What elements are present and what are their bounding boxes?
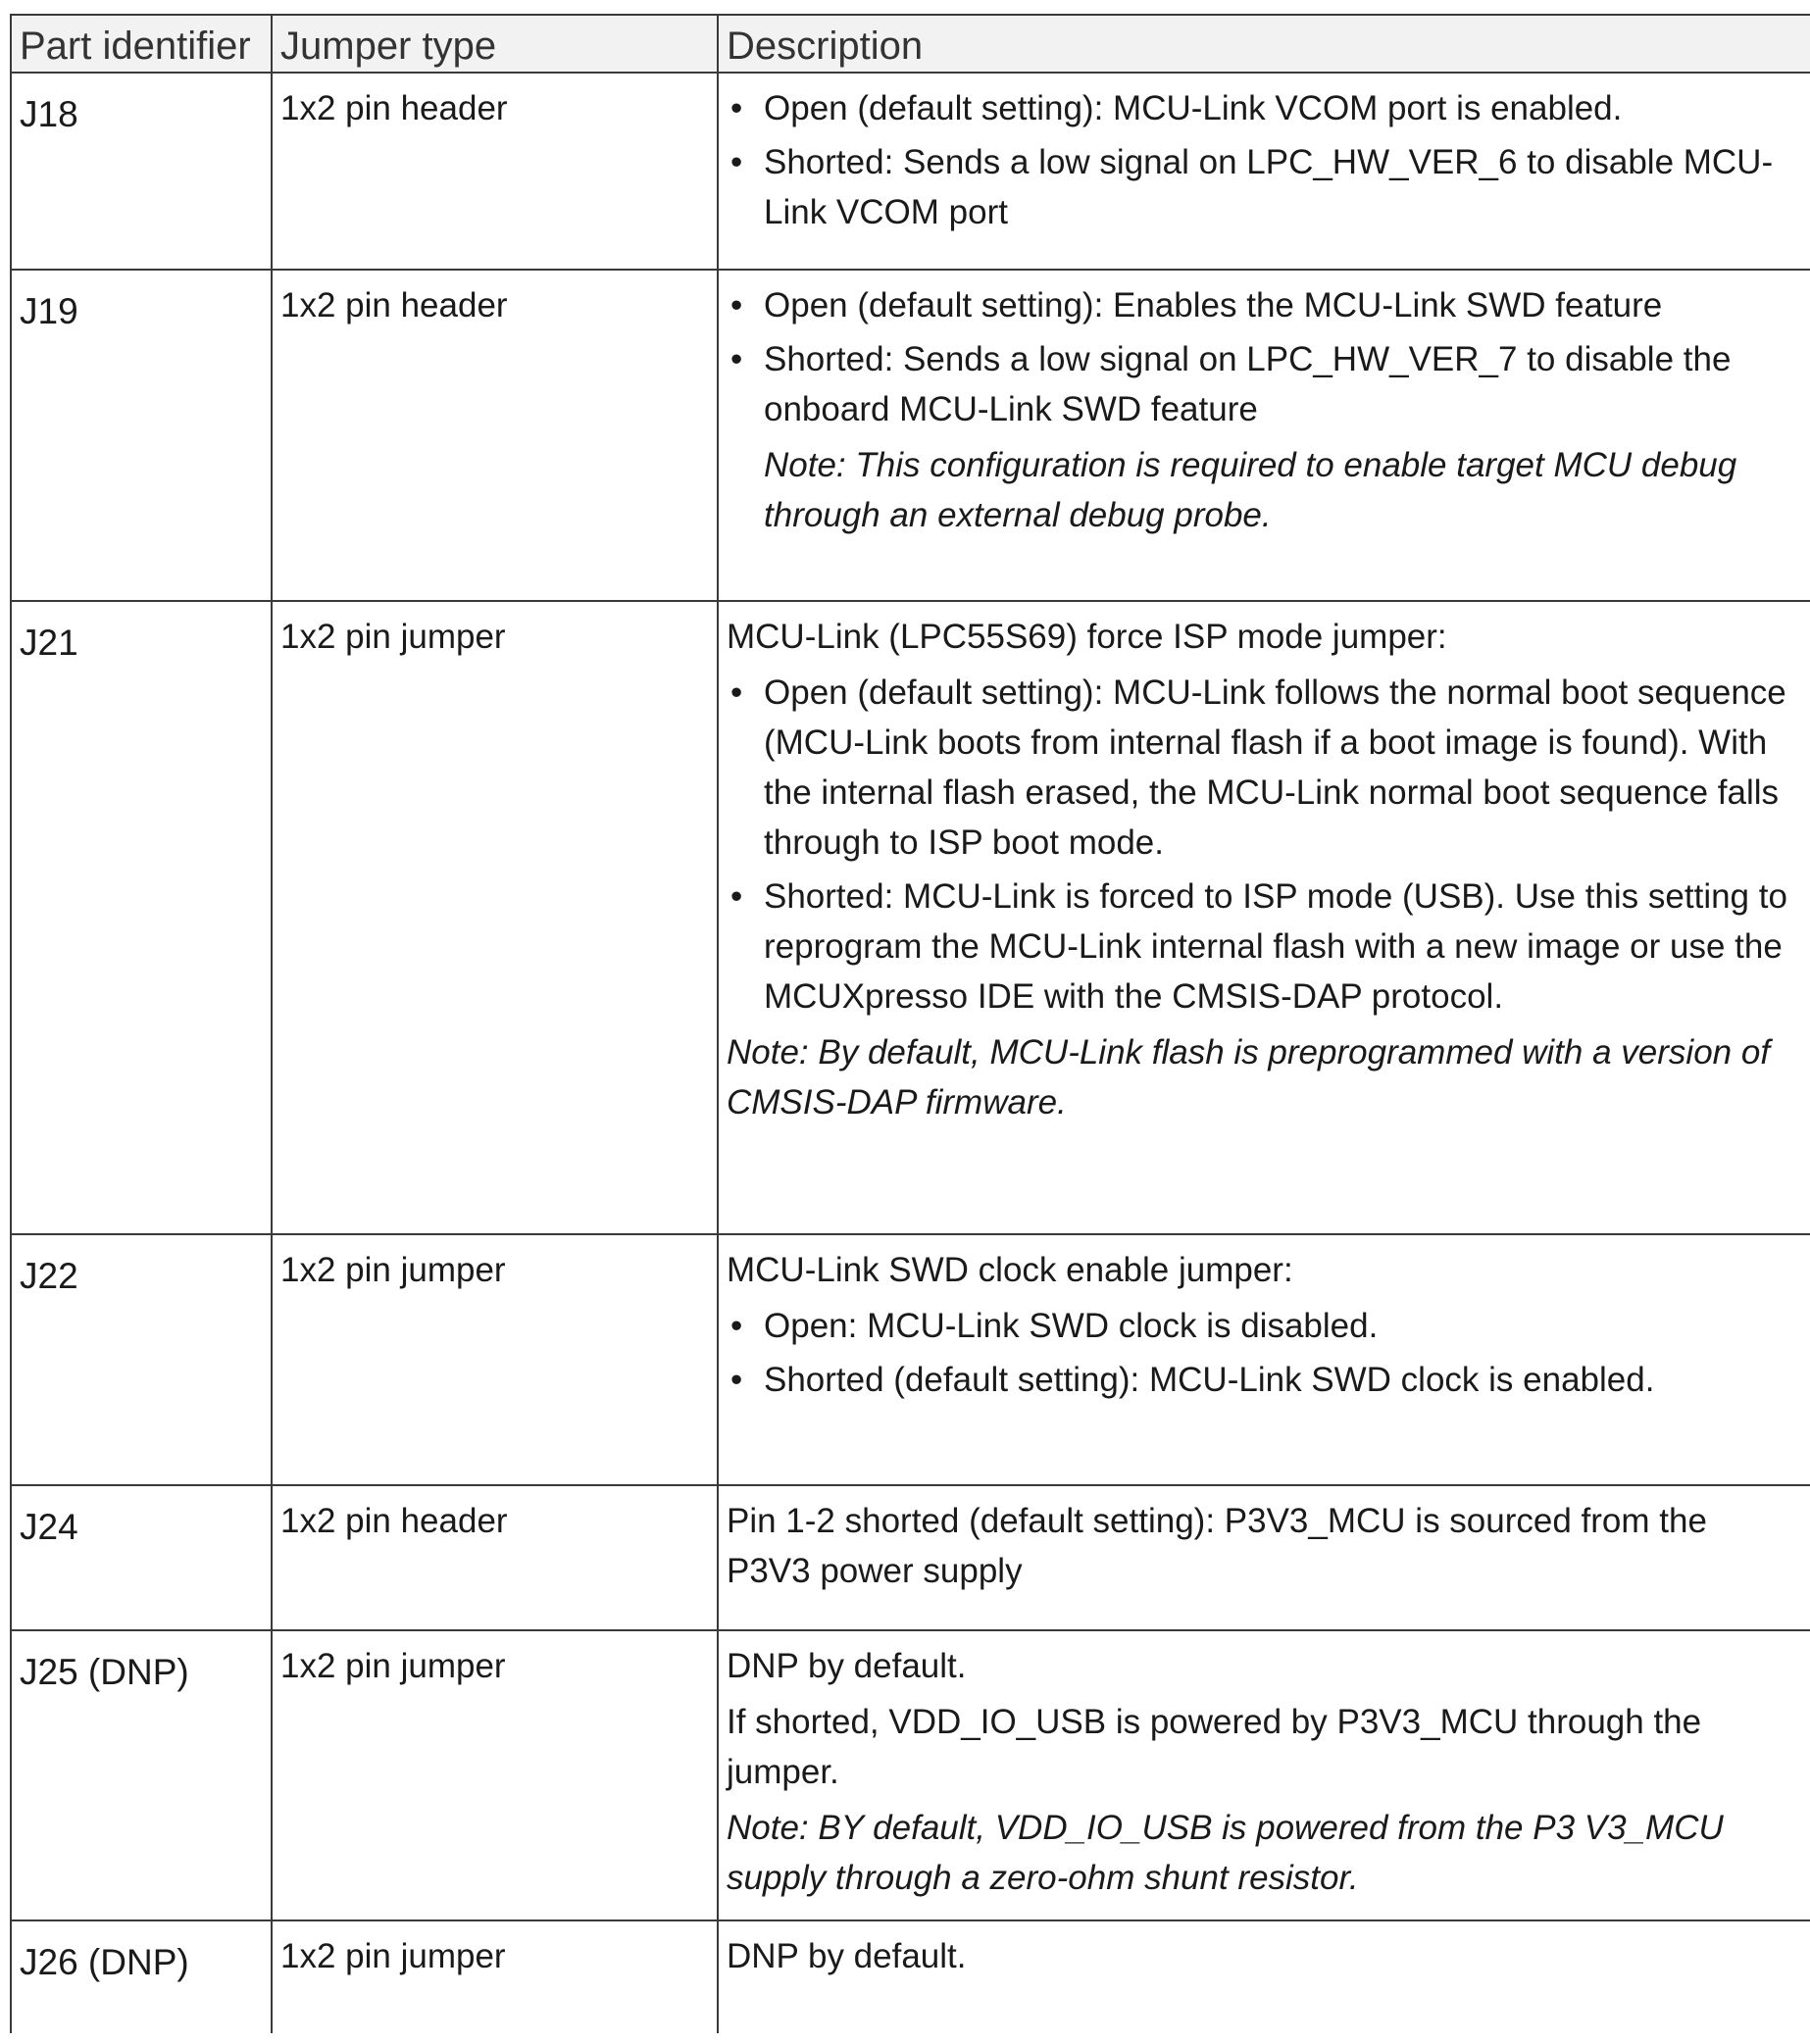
bullet-icon: •	[730, 286, 743, 324]
bullet-icon: •	[730, 877, 743, 916]
description-cell	[718, 1920, 1810, 2033]
part-identifier: J22	[11, 1234, 272, 1485]
bullet-text: Open (default setting): Enables the MCU-Link SWD feature	[764, 286, 1663, 324]
bullet-icon: •	[730, 1307, 743, 1345]
description-cell	[718, 1485, 1810, 1630]
note-text: Note: BY default, VDD_IO_USB is powered from the P3 V3_MCU supply through a zero-ohm shunt resistor.	[727, 1809, 1724, 1897]
description-intro: DNP by default.	[727, 1647, 967, 1685]
header-part-identifier: Part identifier	[11, 15, 272, 73]
part-identifier: J24	[11, 1485, 272, 1630]
table-header-row	[11, 15, 1810, 73]
description-cell	[718, 73, 1810, 270]
description-intro: MCU-Link SWD clock enable jumper:	[727, 1251, 1293, 1289]
bullet-icon: •	[730, 340, 743, 378]
jumper-type: 1x2 pin jumper	[272, 1920, 718, 2033]
description-text: If shorted, VDD_IO_USB is powered by P3V3_MCU through the jumper.	[727, 1703, 1702, 1791]
description-cell	[718, 1630, 1810, 1920]
note-text: Note: By default, MCU-Link flash is preprogrammed with a version of CMSIS-DAP firmware.	[727, 1033, 1771, 1122]
jumper-type: 1x2 pin jumper	[272, 1234, 718, 1485]
bullet-text: Shorted: MCU-Link is forced to ISP mode (USB). Use this setting to reprogram the MCU-Link internal flash with a new image or use the MCUXpresso IDE with the CMSIS-DAP protocol.	[764, 877, 1787, 1016]
jumper-settings-table	[10, 14, 1810, 2033]
jumper-type: 1x2 pin jumper	[272, 601, 718, 1234]
table-row	[11, 1485, 1810, 1630]
description-intro: Pin 1-2 shorted (default setting): P3V3_MCU is sourced from the P3V3 power supply	[727, 1502, 1707, 1590]
bullet-item	[727, 280, 1798, 330]
description-intro: MCU-Link (LPC55S69) force ISP mode jumper:	[727, 618, 1447, 656]
bullet-item	[727, 668, 1798, 868]
table-row	[11, 601, 1810, 1234]
bullet-item	[727, 1355, 1798, 1405]
bullet-item	[727, 83, 1798, 133]
bullet-item	[727, 1301, 1798, 1351]
table-row	[11, 270, 1810, 601]
jumper-type: 1x2 pin jumper	[272, 1630, 718, 1920]
header-description: Description	[718, 15, 1810, 73]
jumper-type: 1x2 pin header	[272, 270, 718, 601]
bullet-item	[727, 334, 1798, 434]
bullet-text: Open: MCU-Link SWD clock is disabled.	[764, 1307, 1379, 1345]
bullet-icon: •	[730, 1361, 743, 1399]
table-row	[11, 1630, 1810, 1920]
part-identifier: J18	[11, 73, 272, 270]
bullet-text: Open (default setting): MCU-Link follows the normal boot sequence (MCU-Link boots from internal flash if a boot image is found). With the internal flash erased, the MCU-Link normal boot sequence falls through to ISP boot mode.	[764, 673, 1786, 862]
bullet-text: Shorted (default setting): MCU-Link SWD clock is enabled.	[764, 1361, 1655, 1399]
bullet-text: Shorted: Sends a low signal on LPC_HW_VER_7 to disable the onboard MCU-Link SWD feature	[764, 340, 1732, 428]
table-row	[11, 1234, 1810, 1485]
description-cell	[718, 270, 1810, 601]
jumper-type: 1x2 pin header	[272, 73, 718, 270]
table-row	[11, 73, 1810, 270]
jumper-type: 1x2 pin header	[272, 1485, 718, 1630]
part-identifier: J25 (DNP)	[11, 1630, 272, 1920]
description-cell	[718, 601, 1810, 1234]
description-cell	[718, 1234, 1810, 1485]
bullet-icon: •	[730, 143, 743, 181]
part-identifier: J21	[11, 601, 272, 1234]
bullet-text: Open (default setting): MCU-Link VCOM port is enabled.	[764, 89, 1623, 127]
part-identifier: J19	[11, 270, 272, 601]
table-row	[11, 1920, 1810, 2033]
bullet-item	[727, 137, 1798, 237]
bullet-icon: •	[730, 89, 743, 127]
description-intro: DNP by default.	[727, 1937, 967, 1975]
bullet-text: Shorted: Sends a low signal on LPC_HW_VER_6 to disable MCU-Link VCOM port	[764, 143, 1774, 231]
bullet-icon: •	[730, 673, 743, 712]
part-identifier: J26 (DNP)	[11, 1920, 272, 2033]
header-jumper-type: Jumper type	[272, 15, 718, 73]
bullet-item	[727, 872, 1798, 1022]
note-text: Note: This configuration is required to enable target MCU debug through an external debug probe.	[764, 446, 1737, 534]
